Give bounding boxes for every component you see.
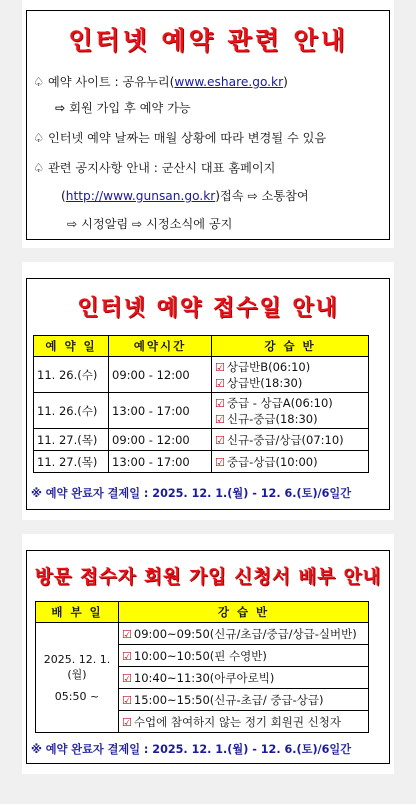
col-header-class: 강 습 반 (212, 336, 369, 357)
notice-reservation-info (22, 0, 394, 248)
row-time: 09:00 - 12:00 (109, 357, 212, 393)
notice-box (26, 10, 390, 240)
check-icon: ☑ (215, 412, 225, 426)
row-classes: ☑ 중급-상급(10:00) (212, 451, 369, 473)
notice-title: 인터넷 예약 접수일 안내 (77, 296, 339, 321)
table-row (34, 393, 369, 429)
class-item: ☑ 09:00~09:50(신규/초급/중급/상급-실버반) (119, 623, 369, 645)
gunsan-link-line: (http://www.gunsan.go.kr)접속 ⇨ 소통참여 (61, 189, 309, 203)
reservation-site-line: ♤ 예약 사이트 : 공유누리(www.eshare.go.kr) (33, 75, 288, 89)
class-item: ☑ 15:00~15:50(신규-초급/ 중급-상급) (119, 689, 369, 711)
class-item: ☑ 10:00~10:50(핀 수영반) (119, 645, 369, 667)
check-icon: ☑ (215, 455, 225, 469)
table-header-row (36, 602, 369, 623)
col-header-class: 강 습 반 (119, 602, 369, 623)
signup-line: ⇨ 회원 가입 후 예약 가능 (55, 101, 191, 115)
row-date: 11. 26.(수) (34, 393, 109, 429)
col-header-date: 배 부 일 (36, 602, 119, 623)
date-change-line: ♤ 인터넷 예약 날짜는 매월 상황에 따라 변경될 수 있음 (33, 131, 327, 145)
payment-note: ※ 예약 완료자 결제일 : 2025. 12. 1.(월) - 12. 6.(토)/6일간 (31, 743, 352, 756)
col-header-date: 예 약 일 (34, 336, 109, 357)
homepage-line: ♤ 관련 공지사항 안내 : 군산시 대표 홈페이지 (33, 161, 276, 175)
schedule-table (33, 335, 369, 473)
table-row (34, 429, 369, 451)
spade-icon: ♤ (33, 161, 44, 175)
class-item: ☑ 10:40~11:30(아쿠아로빅) (119, 667, 369, 689)
row-classes: ☑ 상급반B(06:10) ☑ 상급반(18:30) (212, 357, 369, 393)
spade-icon: ♤ (33, 131, 44, 145)
check-icon: ☑ (122, 649, 132, 663)
arrow-right-icon: ⇨ (55, 101, 66, 115)
notice-box (26, 278, 390, 510)
check-icon: ☑ (215, 360, 225, 374)
distribution-date: 2025. 12. 1.(월) 05:50 ~ (36, 623, 119, 733)
eshare-link[interactable]: www.eshare.go.kr (174, 75, 284, 89)
check-icon: ☑ (122, 693, 132, 707)
check-icon: ☑ (122, 671, 132, 685)
gunsan-link[interactable]: http://www.gunsan.go.kr (65, 189, 216, 203)
row-time: 09:00 - 12:00 (109, 429, 212, 451)
notice-title: 방문 접수자 회원 가입 신청서 배부 안내 (34, 567, 382, 588)
check-icon: ☑ (215, 396, 225, 410)
row-date: 11. 26.(수) (34, 357, 109, 393)
notice-title: 인터넷 예약 관련 안내 (68, 26, 348, 55)
row-time: 13:00 - 17:00 (109, 451, 212, 473)
check-icon: ☑ (215, 376, 225, 390)
row-date: 11. 27.(목) (34, 429, 109, 451)
check-icon: ☑ (122, 715, 132, 729)
spade-icon: ♤ (33, 75, 44, 89)
check-icon: ☑ (122, 627, 132, 641)
distribution-table (35, 601, 369, 733)
table-row (34, 451, 369, 473)
notice-online-schedule (22, 262, 394, 520)
check-icon: ☑ (215, 433, 225, 447)
payment-note: ※ 예약 완료자 결제일 : 2025. 12. 1.(월) - 12. 6.(토)/6일간 (31, 487, 352, 500)
col-header-time: 예약시간 (109, 336, 212, 357)
row-date: 11. 27.(목) (34, 451, 109, 473)
notice-visit-application (22, 534, 394, 774)
notice-box (26, 550, 390, 764)
table-row (34, 357, 369, 393)
row-classes: ☑ 신규-중급/상급(07:10) (212, 429, 369, 451)
row-time: 13:00 - 17:00 (109, 393, 212, 429)
table-header-row (34, 336, 369, 357)
class-item: ☑ 수업에 참여하지 않는 정기 회원권 신청자 (119, 711, 369, 733)
navigation-path-line: ⇨ 시정알림 ⇨ 시정소식에 공지 (67, 217, 233, 231)
row-classes: ☑ 중급 - 상급A(06:10) ☑ 신규-중급(18:30) (212, 393, 369, 429)
table-row (36, 623, 369, 645)
